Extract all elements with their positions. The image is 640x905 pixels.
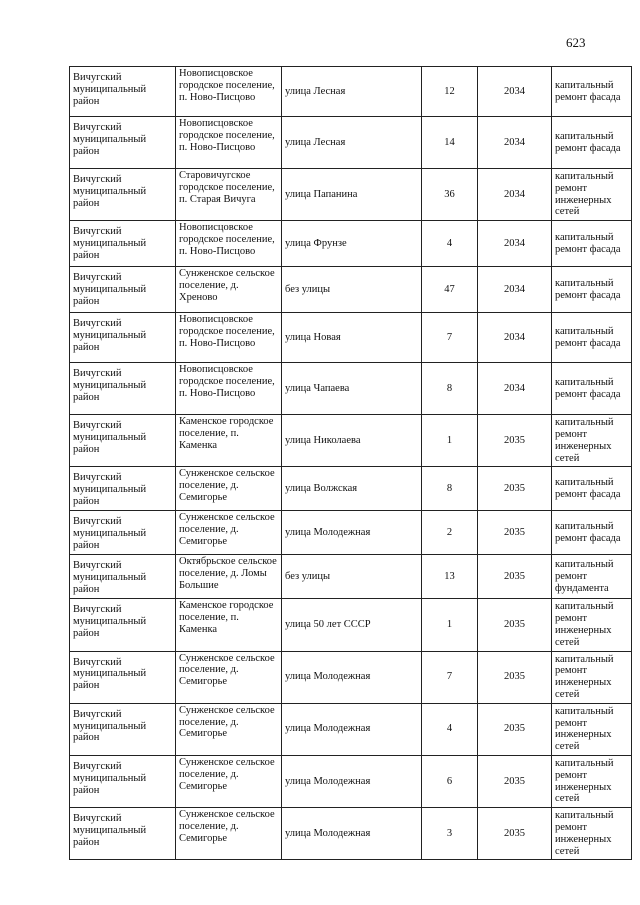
- table-row: [70, 313, 632, 363]
- year-cell: 2034: [478, 67, 552, 117]
- settlement-cell: Новописцовское городское поселение, п. Ново-Писцово: [176, 221, 282, 267]
- street-cell: улица Папанина: [282, 169, 422, 221]
- district-cell: Вичугский муниципальный район: [70, 117, 176, 169]
- house-number-cell: 8: [422, 467, 478, 511]
- year-cell: 2035: [478, 755, 552, 807]
- work-type-cell: капитальный ремонт инженерных сетей: [552, 651, 632, 703]
- house-number-cell: 1: [422, 415, 478, 467]
- year-cell: 2034: [478, 363, 552, 415]
- table-row: [70, 169, 632, 221]
- settlement-cell: Старовичугское городское поселение, п. Старая Вичуга: [176, 169, 282, 221]
- settlement-cell: Сунженское сельское поселение, д. Хреново: [176, 267, 282, 313]
- settlement-cell: Сунженское сельское поселение, д. Семигорье: [176, 755, 282, 807]
- district-cell: Вичугский муниципальный район: [70, 808, 176, 860]
- district-cell: Вичугский муниципальный район: [70, 67, 176, 117]
- district-cell: Вичугский муниципальный район: [70, 511, 176, 555]
- house-number-cell: 7: [422, 651, 478, 703]
- year-cell: 2035: [478, 415, 552, 467]
- table-row: [70, 808, 632, 860]
- work-type-cell: капитальный ремонт фасада: [552, 511, 632, 555]
- work-type-cell: капитальный ремонт инженерных сетей: [552, 703, 632, 755]
- street-cell: улица Новая: [282, 313, 422, 363]
- street-cell: улица 50 лет СССР: [282, 599, 422, 651]
- house-number-cell: 36: [422, 169, 478, 221]
- year-cell: 2035: [478, 511, 552, 555]
- house-number-cell: 47: [422, 267, 478, 313]
- street-cell: улица Фрунзе: [282, 221, 422, 267]
- year-cell: 2035: [478, 651, 552, 703]
- street-cell: улица Молодежная: [282, 755, 422, 807]
- work-type-cell: капитальный ремонт фасада: [552, 221, 632, 267]
- settlement-cell: Сунженское сельское поселение, д. Семигорье: [176, 467, 282, 511]
- work-type-cell: капитальный ремонт инженерных сетей: [552, 755, 632, 807]
- work-type-cell: капитальный ремонт фасада: [552, 117, 632, 169]
- table-row: [70, 467, 632, 511]
- settlement-cell: Сунженское сельское поселение, д. Семигорье: [176, 808, 282, 860]
- page-number: 623: [566, 35, 586, 50]
- district-cell: Вичугский муниципальный район: [70, 651, 176, 703]
- street-cell: улица Волжская: [282, 467, 422, 511]
- work-type-cell: капитальный ремонт инженерных сетей: [552, 808, 632, 860]
- street-cell: улица Молодежная: [282, 651, 422, 703]
- table-row: [70, 755, 632, 807]
- year-cell: 2034: [478, 313, 552, 363]
- year-cell: 2035: [478, 555, 552, 599]
- table-row: [70, 703, 632, 755]
- house-number-cell: 12: [422, 67, 478, 117]
- district-cell: Вичугский муниципальный район: [70, 467, 176, 511]
- work-type-cell: капитальный ремонт фасада: [552, 267, 632, 313]
- settlement-cell: Октябрьское сельское поселение, д. Ломы Большие: [176, 555, 282, 599]
- street-cell: без улицы: [282, 555, 422, 599]
- year-cell: 2034: [478, 221, 552, 267]
- house-number-cell: 4: [422, 703, 478, 755]
- table-row: [70, 511, 632, 555]
- street-cell: улица Лесная: [282, 67, 422, 117]
- street-cell: улица Чапаева: [282, 363, 422, 415]
- house-number-cell: 8: [422, 363, 478, 415]
- work-type-cell: капитальный ремонт фасада: [552, 313, 632, 363]
- street-cell: улица Молодежная: [282, 511, 422, 555]
- street-cell: улица Лесная: [282, 117, 422, 169]
- house-number-cell: 4: [422, 221, 478, 267]
- settlement-cell: Каменское городское поселение, п. Каменка: [176, 415, 282, 467]
- street-cell: улица Молодежная: [282, 808, 422, 860]
- house-number-cell: 2: [422, 511, 478, 555]
- year-cell: 2034: [478, 169, 552, 221]
- settlement-cell: Новописцовское городское поселение, п. Ново-Писцово: [176, 117, 282, 169]
- house-number-cell: 6: [422, 755, 478, 807]
- settlement-cell: Сунженское сельское поселение, д. Семигорье: [176, 651, 282, 703]
- settlement-cell: Новописцовское городское поселение, п. Ново-Писцово: [176, 313, 282, 363]
- settlement-cell: Каменское городское поселение, п. Каменка: [176, 599, 282, 651]
- work-type-cell: капитальный ремонт инженерных сетей: [552, 415, 632, 467]
- house-number-cell: 13: [422, 555, 478, 599]
- year-cell: 2034: [478, 117, 552, 169]
- table-row: [70, 651, 632, 703]
- table-row: [70, 117, 632, 169]
- buildings-table: [69, 66, 632, 860]
- district-cell: Вичугский муниципальный район: [70, 363, 176, 415]
- year-cell: 2035: [478, 703, 552, 755]
- work-type-cell: капитальный ремонт фасада: [552, 363, 632, 415]
- district-cell: Вичугский муниципальный район: [70, 555, 176, 599]
- street-cell: улица Николаева: [282, 415, 422, 467]
- table-row: [70, 267, 632, 313]
- year-cell: 2035: [478, 599, 552, 651]
- district-cell: Вичугский муниципальный район: [70, 267, 176, 313]
- district-cell: Вичугский муниципальный район: [70, 703, 176, 755]
- table-row: [70, 221, 632, 267]
- house-number-cell: 3: [422, 808, 478, 860]
- house-number-cell: 14: [422, 117, 478, 169]
- house-number-cell: 1: [422, 599, 478, 651]
- table-row: [70, 555, 632, 599]
- table-row: [70, 363, 632, 415]
- settlement-cell: Новописцовское городское поселение, п. Ново-Писцово: [176, 67, 282, 117]
- year-cell: 2035: [478, 808, 552, 860]
- street-cell: улица Молодежная: [282, 703, 422, 755]
- district-cell: Вичугский муниципальный район: [70, 221, 176, 267]
- work-type-cell: капитальный ремонт инженерных сетей: [552, 599, 632, 651]
- year-cell: 2034: [478, 267, 552, 313]
- work-type-cell: капитальный ремонт фасада: [552, 467, 632, 511]
- district-cell: Вичугский муниципальный район: [70, 599, 176, 651]
- year-cell: 2035: [478, 467, 552, 511]
- work-type-cell: капитальный ремонт фасада: [552, 67, 632, 117]
- house-number-cell: 7: [422, 313, 478, 363]
- street-cell: без улицы: [282, 267, 422, 313]
- settlement-cell: Сунженское сельское поселение, д. Семигорье: [176, 511, 282, 555]
- district-cell: Вичугский муниципальный район: [70, 313, 176, 363]
- table-row: [70, 599, 632, 651]
- work-type-cell: капитальный ремонт фундамента: [552, 555, 632, 599]
- district-cell: Вичугский муниципальный район: [70, 169, 176, 221]
- district-cell: Вичугский муниципальный район: [70, 415, 176, 467]
- table-row: [70, 415, 632, 467]
- table-row: [70, 67, 632, 117]
- district-cell: Вичугский муниципальный район: [70, 755, 176, 807]
- work-type-cell: капитальный ремонт инженерных сетей: [552, 169, 632, 221]
- settlement-cell: Новописцовское городское поселение, п. Ново-Писцово: [176, 363, 282, 415]
- settlement-cell: Сунженское сельское поселение, д. Семигорье: [176, 703, 282, 755]
